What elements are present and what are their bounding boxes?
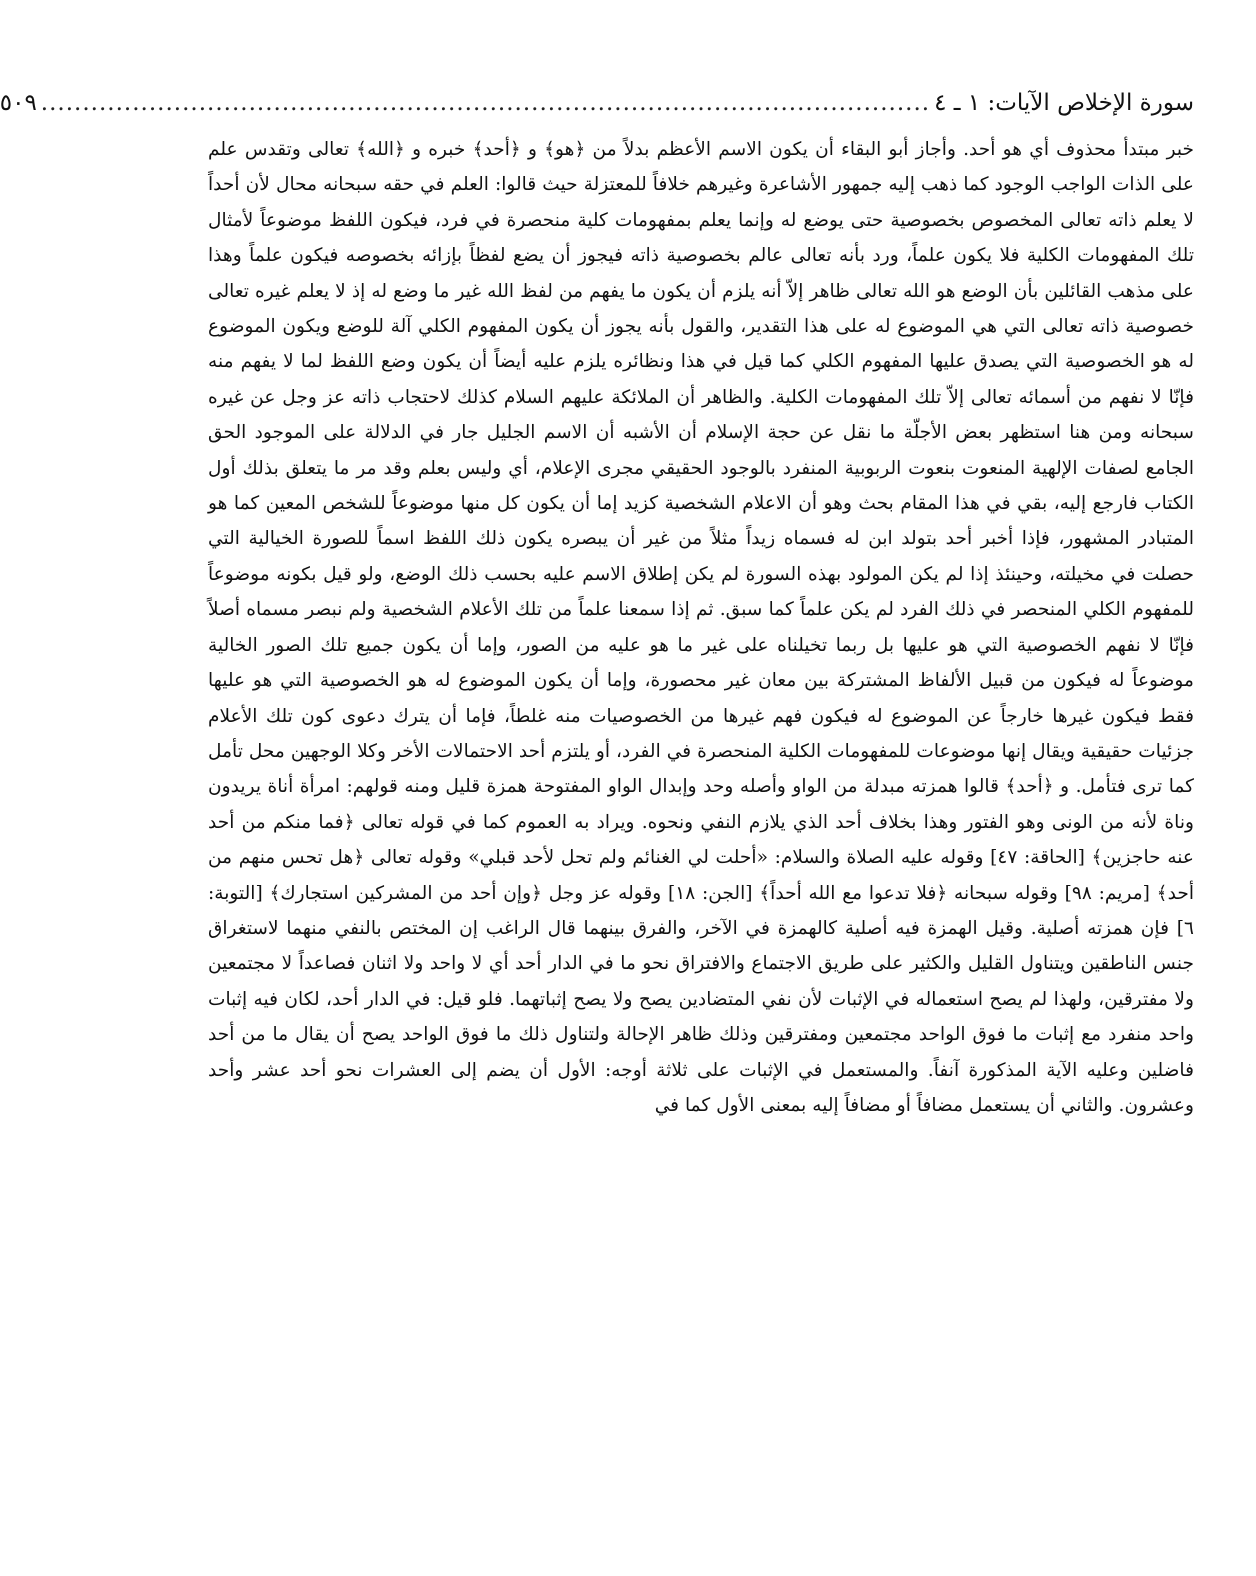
- chapter-title: سورة الإخلاص الآيات: ١ ـ ٤: [934, 90, 1194, 116]
- paragraph: خبر مبتدأ محذوف أي هو أحد. وأجاز أبو البقاء أن يكون الاسم الأعظم بدلاً من ﴿هو﴾ و ﴿أحد﴾ خبره و ﴿الله﴾ تعالى وتقدس علم على الذات الواجب الوجود كما ذهب إليه جمهور الأشاعرة وغيرهم خلافاً للمعتزلة حيث قالوا: العلم في حقه سبحانه محال لأن أحداً لا يعلم ذاته تعالى المخصوص بخصوصية حتى يوضع له وإنما يعلم بمفهومات كلية منحصرة في فرد، فيكون اللفظ موضوعاً لأمثال تلك المفهومات الكلية فلا يكون علماً، ورد بأنه تعالى عالم بخصوصية ذاته فيجوز أن يضع لفظاً بإزائه بخصوصه فيكون علماً وهذا على مذهب القائلين بأن الوضع هو الله تعالى ظاهر إلاّ أنه يلزم أن يكون ما يفهم من لفظ الله غير ما وضع له إذ لا يعلم غيره تعالى خصوصية ذاته تعالى التي هي الموضوع له على هذا التقدير، والقول بأنه يجوز أن يكون المفهوم الكلي آلة للوضع ويكون الموضوع له هو الخصوصية التي يصدق عليها المفهوم الكلي كما قيل في هذا ونظائره يلزم عليه أيضاً أن يكون وضع اللفظ لما لا يفهم منه فإنّا لا نفهم من أسمائه تعالى إلاّ تلك المفهومات الكلية. والظاهر أن الملائكة عليهم السلام كذلك لاحتجاب ذاته عز وجل عن غيره سبحانه ومن هنا استظهر بعض الأجلّة ما نقل عن حجة الإسلام أن الأشبه أن الاسم الجليل جار في الدلالة على الموجود الحق الجامع لصفات الإلهية المنعوت بنعوت الربوبية المنفرد بالوجود الحقيقي مجرى الإعلام، أي وليس بعلم وقد مر ما يتعلق بذلك أول الكتاب فارجع إليه، بقي في هذا المقام بحث وهو أن الاعلام الشخصية كزيد إما أن يكون كل منها موضوعاً للشخص المعين كما هو المتبادر المشهور، فإذا أخبر أحد بتولد ابن له فسماه زيداً مثلاً من غير أن يبصره يكون ذلك اللفظ اسماً للصورة الخيالية التي حصلت في مخيلته، وحينئذ إذا لم يكن المولود بهذه السورة لم يكن إطلاق الاسم عليه بحسب ذلك الوضع، ولو قيل بكونه موضوعاً للمفهوم الكلي المنحصر في ذلك الفرد لم يكن علماً كما سبق. ثم إذا سمعنا علماً من تلك الأعلام الشخصية ولم نبصر مسماه أصلاً فإنّا لا نفهم الخصوصية التي هو عليها بل ربما تخيلناه على غير ما هو عليه من الصور، وإما أن يكون جميع تلك الصور الخالية موضوعاً له فيكون من قبيل الألفاظ المشتركة بين معان غير محصورة، وإما أن يكون الموضوع له هو الخصوصية التي هو عليها فقط فيكون غيرها خارجاً عن الموضوع له فيكون فهم غيرها من الخصوصيات منه غلطاً، فإما أن يترك دعوى كون تلك الأعلام جزئيات حقيقية ويقال إنها موضوعات للمفهومات الكلية المنحصرة في الفرد، أو يلتزم أحد الاحتمالات الأخر وكلا الوجهين محل تأمل كما ترى فتأمل. و ﴿أحد﴾ قالوا همزته مبدلة من الواو وأصله وحد وإبدال الواو المفتوحة همزة قليل ومنه قولهم: امرأة أناة يريدون وناة لأنه من الونى وهو الفتور وهذا بخلاف أحد الذي يلازم النفي ونحوه. ويراد به العموم كما في قوله تعالى ﴿فما منكم من أحد عنه حاجزين﴾ [الحاقة: ٤٧] وقوله عليه الصلاة والسلام: «أحلت لي الغنائم ولم تحل لأحد قبلي» وقوله تعالى ﴿هل تحس منهم من أحد﴾ [مريم: ٩٨] وقوله سبحانه ﴿فلا تدعوا مع الله أحداً﴾ [الجن: ١٨] وقوله عز وجل ﴿وإن أحد من المشركين استجارك﴾ [التوبة: ٦] فإن همزته أصلية. وقيل الهمزة فيه أصلية كالهمزة في الآخر، والفرق بينهما قال الراغب إن المختص بالنفي منهما لاستغراق جنس الناطقين ويتناول القليل والكثير على طريق الاجتماع والافتراق نحو ما في الدار أحد أي لا واحد ولا اثنان فصاعداً لا مجتمعين ولا مفترقين، ولهذا لم يصح استعماله في الإثبات لأن نفي المتضادين يصح ولا يصح إثباتهما. فلو قيل: في الدار أحد، لكان فيه إثبات واحد منفرد مع إثبات ما فوق الواحد مجتمعين ومفترقين وذلك ظاهر الإحالة ولتناول ذلك ما فوق الواحد يصح أن يقال ما من أحد فاضلين وعليه الآية المذكورة آنفاً. والمستعمل في الإثبات على ثلاثة أوجه: الأول أن يضم إلى العشرات نحو أحد عشر وأحد وعشرون. والثاني أن يستعمل مضافاً أو مضافاً إليه بمعنى الأول كما في: [208, 139, 1194, 1116]
- running-header: [0, 78, 1194, 128]
- page-number: ٥٠٩: [0, 90, 37, 116]
- book-page: [0, 78, 1194, 1556]
- leader-dots: ...........................................................................................................: [40, 90, 931, 116]
- body-text: [208, 132, 1194, 1123]
